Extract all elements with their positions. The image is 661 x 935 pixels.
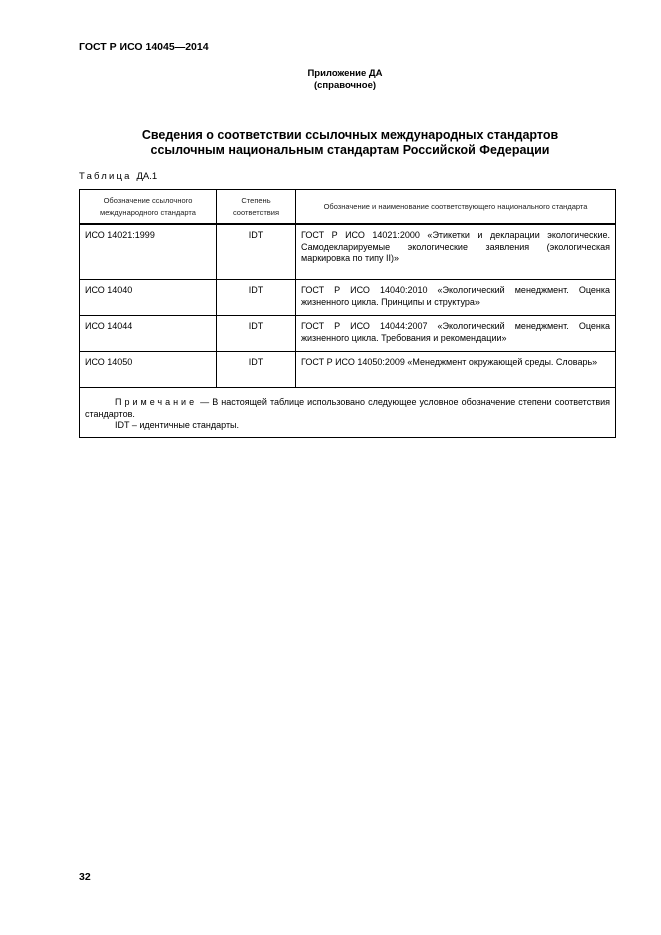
table-note-row	[80, 388, 616, 438]
cell-international-standard: ИСО 14040	[80, 280, 217, 316]
cell-national-standard: ГОСТ Р ИСО 14044:2007 «Экологический менеджмент. Оценка жизненного цикла. Требования и рекомендации»	[296, 316, 616, 352]
annex-subtitle: (справочное)	[313, 80, 377, 91]
page-title-line-2: ссылочным национальным стандартам Российской Федерации	[150, 143, 550, 157]
cell-international-standard: ИСО 14044	[80, 316, 217, 352]
cell-national-standard: ГОСТ Р ИСО 14021:2000 «Этикетки и декларации экологические. Самодекларируемые экологические заявления (экологическая маркировка по типу II)»	[296, 224, 616, 280]
document-code-header: ГОСТ Р ИСО 14045—2014	[79, 41, 209, 53]
cell-degree: IDT	[217, 224, 296, 280]
cell-international-standard: ИСО 14021:1999	[80, 224, 217, 280]
cell-degree: IDT	[217, 352, 296, 388]
cell-degree: IDT	[217, 280, 296, 316]
column-header-international: Обозначение ссылочного международного стандарта	[80, 190, 217, 225]
cell-degree: IDT	[217, 316, 296, 352]
table-row	[80, 280, 616, 316]
annex-title: Приложение ДА	[307, 68, 383, 79]
column-header-national: Обозначение и наименование соответствующего национального стандарта	[296, 190, 616, 225]
page-title	[90, 128, 610, 158]
cell-national-standard: ГОСТ Р ИСО 14050:2009 «Менеджмент окружающей среды. Словарь»	[296, 352, 616, 388]
table-note	[80, 388, 616, 438]
table-caption	[79, 171, 157, 182]
page-number: 32	[79, 871, 91, 883]
table-header-row	[80, 190, 616, 225]
table-caption-number: ДА.1	[136, 171, 158, 182]
note-body: — В настоящей таблице использовано следующее условное обозначение степени соответствия стандартов.	[85, 397, 610, 419]
column-header-degree: Степень соответствия	[217, 190, 296, 225]
note-text	[85, 397, 610, 420]
note-label: Примечание	[115, 397, 198, 407]
page-title-line-1: Сведения о соответствии ссылочных международных стандартов	[141, 128, 559, 142]
table-caption-label: Таблица	[79, 171, 132, 182]
table-row	[80, 224, 616, 280]
table-row	[80, 352, 616, 388]
table-row	[80, 316, 616, 352]
correspondence-table	[79, 189, 616, 438]
note-legend: IDT – идентичные стандарты.	[115, 420, 240, 430]
annex-heading	[250, 68, 440, 92]
cell-national-standard: ГОСТ Р ИСО 14040:2010 «Экологический менеджмент. Оценка жизненного цикла. Принципы и структура»	[296, 280, 616, 316]
cell-international-standard: ИСО 14050	[80, 352, 217, 388]
